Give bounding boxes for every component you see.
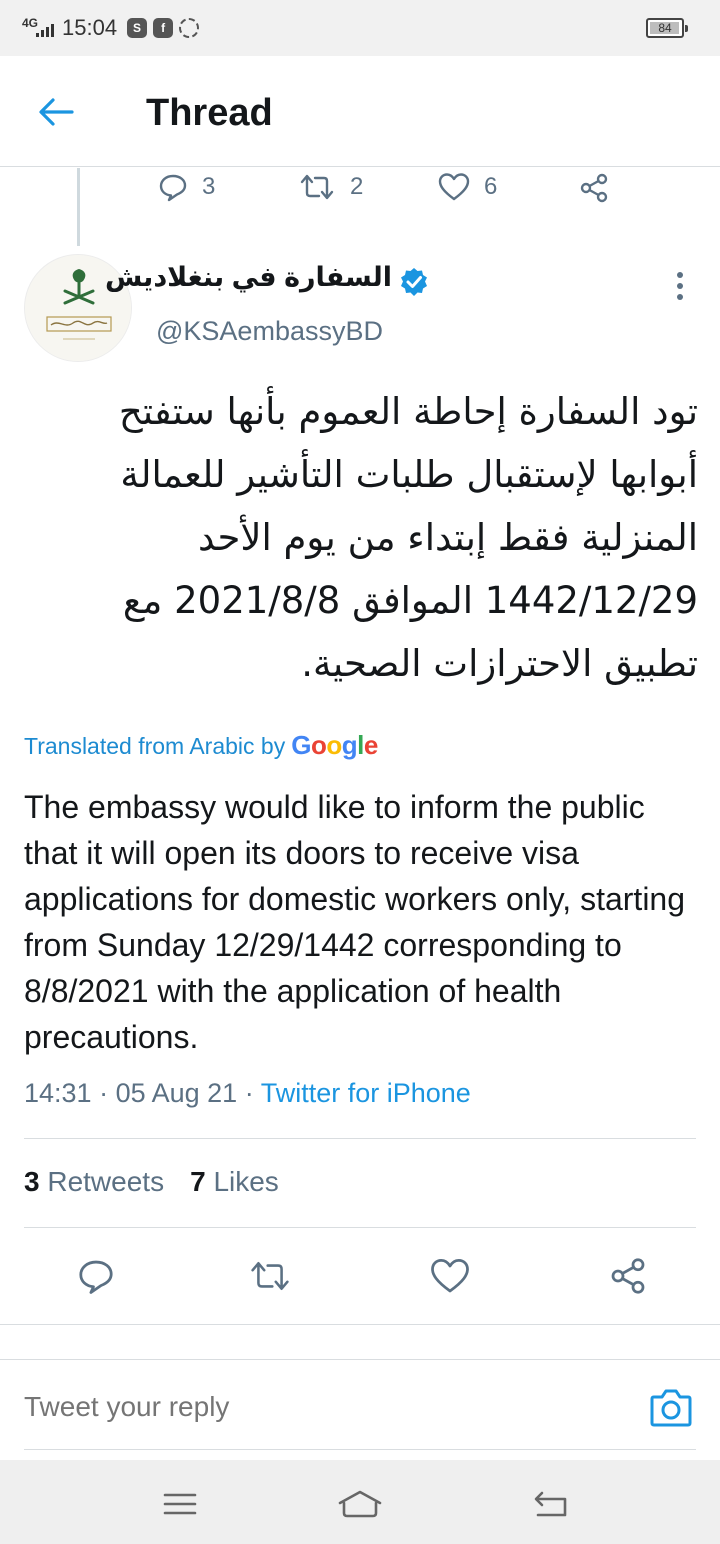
- system-navigation-bar: [0, 1460, 720, 1544]
- previous-tweet-actions: [0, 168, 720, 212]
- tweet-actions: [0, 1246, 720, 1306]
- nav-menu-button[interactable]: [156, 1480, 204, 1528]
- back-button[interactable]: [36, 92, 76, 132]
- prev-share-button[interactable]: [578, 172, 610, 204]
- tweet-time: 14:31: [24, 1078, 92, 1108]
- nav-back-button[interactable]: [526, 1480, 574, 1528]
- page-title: Thread: [146, 92, 273, 134]
- prev-reply-count: 3: [202, 173, 216, 200]
- retweet-button[interactable]: [246, 1252, 294, 1300]
- sync-notification-icon: [179, 18, 199, 38]
- meta-separator: ·: [237, 1078, 261, 1108]
- tweet-meta: [24, 1078, 471, 1109]
- retweet-icon: [298, 172, 336, 202]
- more-options-button[interactable]: [666, 268, 694, 304]
- tweet-source-link[interactable]: Twitter for iPhone: [260, 1078, 471, 1108]
- back-arrow-icon: [38, 97, 74, 127]
- app-notification-icon: S: [127, 18, 147, 38]
- reply-icon: [77, 1257, 115, 1295]
- share-button[interactable]: [604, 1252, 652, 1300]
- prev-reply-button[interactable]: [158, 172, 215, 202]
- prev-like-count: 6: [484, 173, 498, 200]
- likes-stat[interactable]: [190, 1166, 279, 1198]
- status-time: 15:04: [62, 15, 118, 40]
- divider: [24, 1227, 696, 1228]
- user-handle[interactable]: @KSAembassyBD: [156, 316, 383, 346]
- reply-button[interactable]: [72, 1252, 120, 1300]
- menu-icon: [162, 1489, 198, 1519]
- nav-home-button[interactable]: [336, 1480, 384, 1528]
- more-dot-icon: [677, 272, 683, 278]
- translated-label: Translated from Arabic by: [24, 733, 286, 759]
- likes-label: Likes: [213, 1166, 279, 1197]
- retweets-label: Retweets: [47, 1166, 165, 1197]
- facebook-notification-icon: f: [153, 18, 173, 38]
- divider: [24, 1138, 696, 1139]
- prev-retweet-count: 2: [350, 173, 364, 200]
- google-logo: Google: [291, 730, 378, 760]
- share-icon: [608, 1256, 648, 1296]
- retweet-icon: [248, 1258, 292, 1294]
- reply-input[interactable]: [24, 1391, 624, 1423]
- status-bar: [0, 0, 720, 56]
- heart-icon: [438, 172, 470, 202]
- more-dot-icon: [677, 283, 683, 289]
- like-button[interactable]: [426, 1252, 474, 1300]
- retweets-stat[interactable]: [24, 1166, 164, 1198]
- tweet-text-translated: The embassy would like to inform the public that it will open its doors to receive visa applications for domestic workers only, starting from Sunday 12/29/1442 corresponding to 8/8/2021 with the application of health precautions.: [24, 789, 686, 1055]
- prev-retweet-button[interactable]: [298, 172, 363, 202]
- like-count: 7: [190, 1166, 206, 1197]
- tweet-text-arabic: تود السفارة إحاطة العموم بأنها ستفتح أبوابها لإستقبال طلبات التأشير للعمالة المنزلية فقط إبتداء من يوم الأحد 1442/12/29 الموافق 2021/8/8 مع تطبيق الاحترازات الصحية.: [118, 390, 698, 685]
- network-type: 4G: [22, 16, 39, 30]
- signal-icon: [22, 17, 52, 39]
- retweet-count: 3: [24, 1166, 40, 1197]
- app-header: [0, 56, 720, 167]
- translation-attribution[interactable]: [24, 730, 378, 761]
- battery-icon: [646, 18, 684, 38]
- share-icon: [578, 172, 610, 204]
- display-name[interactable]: السفارة في بنغلاديش: [105, 262, 392, 292]
- battery-level: 84: [658, 21, 672, 35]
- prev-like-button[interactable]: [438, 172, 497, 202]
- home-icon: [336, 1489, 384, 1519]
- camera-icon: [648, 1385, 694, 1431]
- back-icon: [530, 1489, 570, 1519]
- tweet-date: 05 Aug 21: [115, 1078, 238, 1108]
- more-dot-icon: [677, 294, 683, 300]
- heart-icon: [430, 1257, 470, 1295]
- reply-icon: [158, 172, 188, 202]
- meta-separator: ·: [91, 1078, 116, 1108]
- camera-button[interactable]: [648, 1385, 694, 1431]
- verified-badge-icon: [398, 266, 430, 298]
- reply-underline: [24, 1449, 696, 1450]
- reply-composer: [0, 1361, 720, 1459]
- section-separator: [0, 1324, 720, 1360]
- tweet-stats: [24, 1166, 279, 1198]
